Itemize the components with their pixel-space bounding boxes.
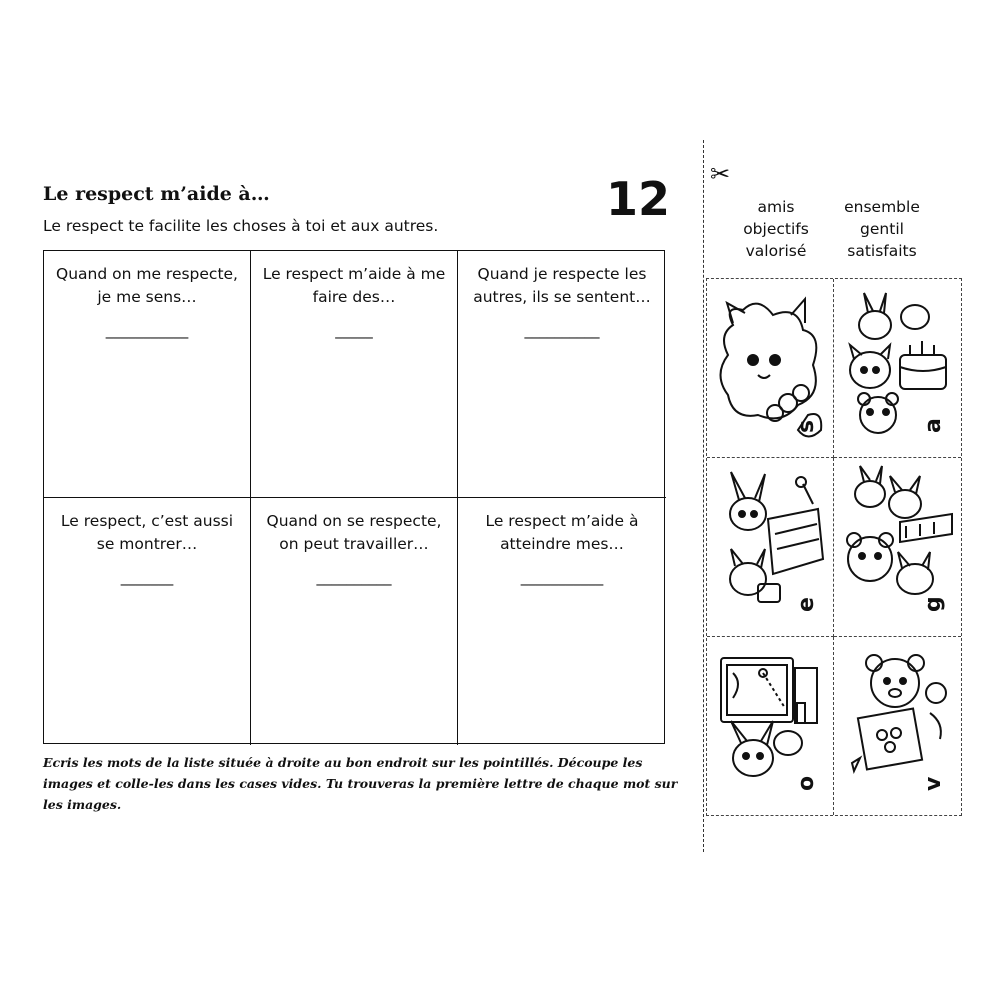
animals-with-cake-illustration — [840, 285, 956, 450]
rabbit-gardening-illustration — [713, 464, 829, 629]
word-item: objectifs — [743, 220, 809, 238]
bear-with-picture-illustration — [840, 643, 956, 808]
word-item: amis — [757, 198, 795, 216]
cutout-card[interactable] — [834, 279, 961, 458]
cat-with-flowers-illustration — [713, 285, 829, 450]
grid-cell[interactable] — [458, 498, 666, 745]
card-letter: v — [921, 776, 946, 791]
word-list-right — [832, 196, 932, 262]
cell-prompt: Quand on se respecte, on peut travailler… — [266, 512, 442, 553]
word-item: satisfaits — [847, 242, 917, 260]
page-subtitle: Le respect te facilite les choses à toi et aux autres. — [43, 217, 439, 235]
card-letter: g — [921, 596, 946, 612]
grid-cell[interactable] — [44, 251, 251, 498]
word-item: valorisé — [745, 242, 807, 260]
word-list-left — [728, 196, 824, 262]
scissors-icon: ✂ — [710, 160, 731, 188]
cut-line — [703, 140, 704, 852]
answer-blank[interactable]: _______ — [120, 568, 174, 586]
answer-blank[interactable]: __________ — [524, 321, 600, 339]
answer-blank[interactable]: _____ — [335, 321, 373, 339]
card-letter: s — [794, 419, 819, 433]
grid-cell[interactable] — [44, 498, 251, 745]
grid-cell[interactable] — [251, 251, 458, 498]
page-number: 12 — [606, 172, 671, 226]
answer-blank[interactable]: ___________ — [105, 321, 189, 339]
answer-blank[interactable]: ___________ — [520, 568, 604, 586]
grid-cell[interactable] — [251, 498, 458, 745]
card-letter: a — [921, 418, 946, 433]
answer-grid — [43, 250, 665, 744]
page-title: Le respect m’aide à… — [43, 183, 270, 205]
card-letter: e — [794, 597, 819, 612]
cutout-cards — [706, 278, 962, 816]
cutout-card[interactable] — [707, 458, 834, 637]
answer-blank[interactable]: __________ — [316, 568, 392, 586]
cell-prompt: Quand on me respecte, je me sens… — [56, 265, 238, 306]
word-item: gentil — [860, 220, 904, 238]
cutout-card[interactable] — [707, 637, 834, 815]
cutout-card[interactable] — [834, 458, 961, 637]
rabbit-at-blackboard-illustration — [713, 643, 829, 808]
grid-cell[interactable] — [458, 251, 666, 498]
word-item: ensemble — [844, 198, 920, 216]
cutout-card[interactable] — [834, 637, 961, 815]
animals-at-table-illustration — [840, 464, 956, 629]
cell-prompt: Le respect m’aide à atteindre mes… — [485, 512, 639, 553]
instructions-text: Ecris les mots de la liste située à droite au bon endroit sur les pointillés. Découpe les images et colle-les dans les cases vides. Tu trouveras la première lettre de chaque mot sur les images. — [43, 755, 678, 812]
card-letter: o — [794, 775, 819, 791]
cell-prompt: Le respect, c’est aussi se montrer… — [60, 512, 234, 553]
cell-prompt: Quand je respecte les autres, ils se sentent… — [473, 265, 651, 306]
cell-prompt: Le respect m’aide à me faire des… — [262, 265, 446, 306]
cutout-card[interactable] — [707, 279, 834, 458]
